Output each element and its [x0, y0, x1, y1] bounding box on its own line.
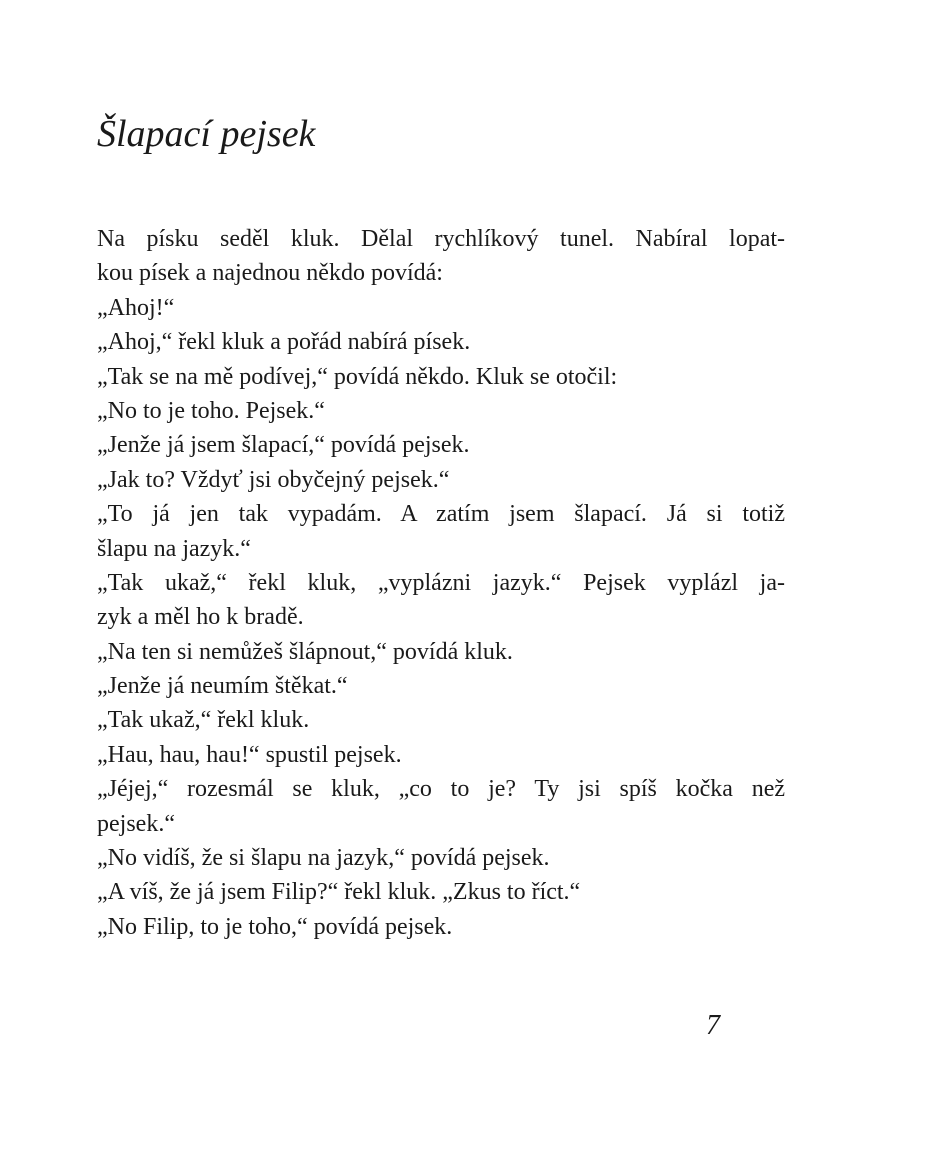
text-line: „Hau, hau, hau!“ spustil pejsek. [97, 741, 402, 768]
text-line: „Ahoj!“ [97, 294, 175, 321]
chapter-title: Šlapací pejsek [97, 113, 316, 155]
text-line: „Tak ukaž,“ řekl kluk, „vyplázni jazyk.“ Pejsek vyplázl ja- [97, 569, 785, 596]
text-line: „Tak ukaž,“ řekl kluk. [97, 707, 310, 734]
text-line: „Na ten si nemůžeš šlápnout,“ povídá kluk. [97, 638, 513, 665]
text-line: „Jenže já jsem šlapací,“ povídá pejsek. [97, 432, 470, 459]
page-number: 7 [706, 1010, 720, 1041]
text-line: „Jak to? Vždyť jsi obyčejný pejsek.“ [97, 466, 450, 493]
text-line: „No Filip, to je toho,“ povídá pejsek. [97, 913, 453, 940]
text-line: „No to je toho. Pejsek.“ [97, 397, 325, 424]
text-line: „No vidíš, že si šlapu na jazyk,“ povídá pejsek. [97, 845, 550, 872]
text-line: zyk a měl ho k bradě. [97, 604, 304, 631]
text-line: „Ahoj,“ řekl kluk a pořád nabírá písek. [97, 329, 471, 356]
story-text [97, 222, 785, 944]
text-line: „Jenže já neumím štěkat.“ [97, 673, 348, 700]
text-line: „Tak se na mě podívej,“ povídá někdo. Kluk se otočil: [97, 363, 618, 390]
text-line: pejsek.“ [97, 810, 175, 837]
text-line: „A víš, že já jsem Filip?“ řekl kluk. „Zkus to říct.“ [97, 879, 581, 906]
text-line: „Jéjej,“ rozesmál se kluk, „co to je? Ty jsi spíš kočka než [97, 776, 785, 803]
text-line: kou písek a najednou někdo povídá: [97, 260, 443, 287]
text-line: „To já jen tak vypadám. A zatím jsem šlapací. Já si totiž [97, 501, 785, 528]
text-line: Na písku seděl kluk. Dělal rychlíkový tunel. Nabíral lopat- [97, 226, 785, 252]
text-line: šlapu na jazyk.“ [97, 535, 251, 562]
